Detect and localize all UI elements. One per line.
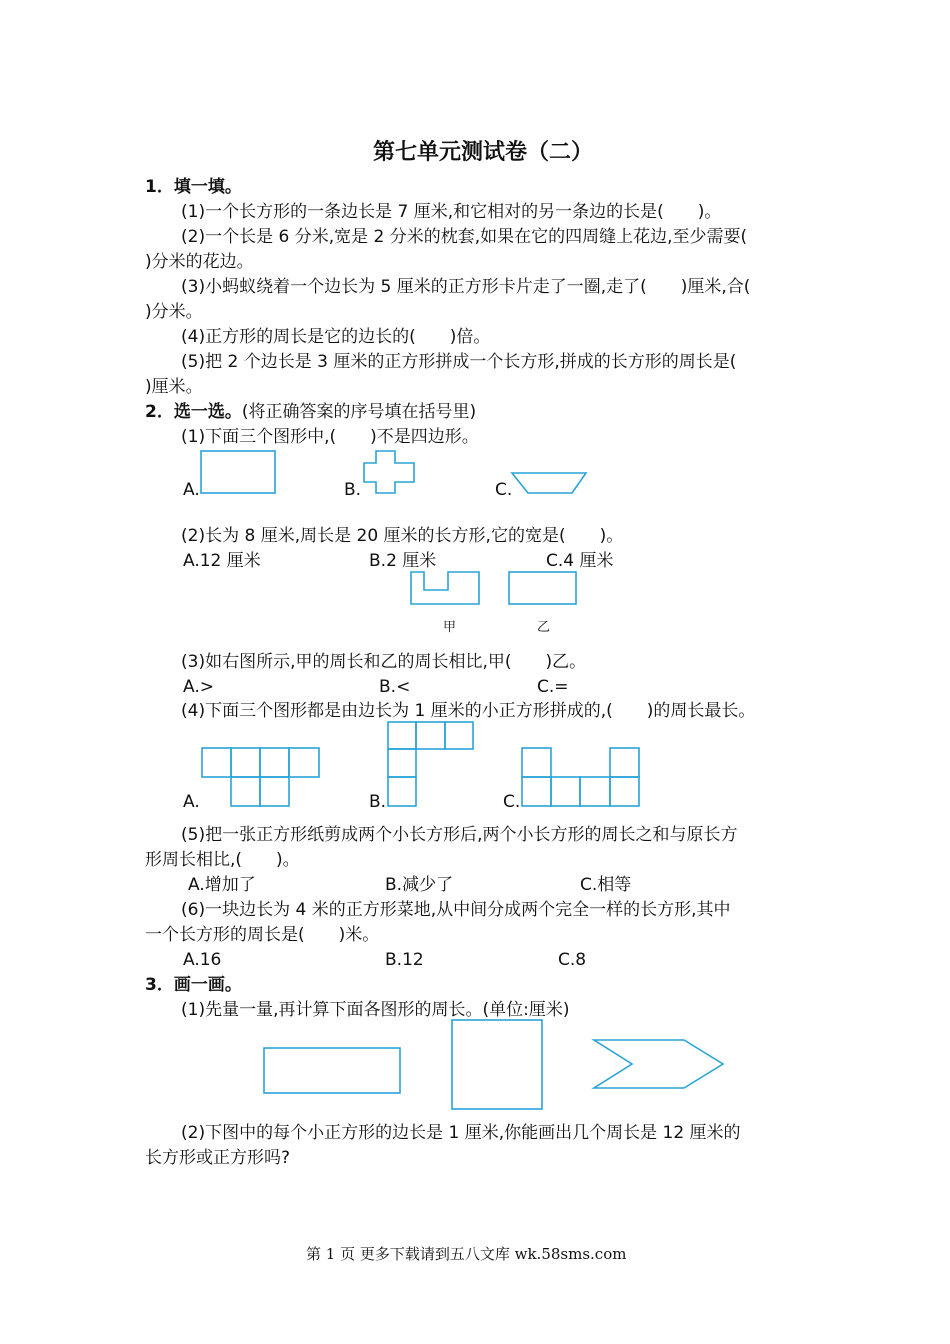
s2-q5-line1: (5)把一张正方形纸剪成两个小长方形后,两个小长方形的周长之和与原长方 [181,825,738,845]
s1-q2-line2: )分米的花边。 [145,252,254,272]
s1-q2-line1: (2)一个长是 6 分米,宽是 2 分米的枕套,如果在它的四周缝上花边,至少需要( [181,227,748,247]
s2-q6-option-c: C.8 [558,950,587,970]
s2-q4-option-c: C. [503,792,521,812]
section-3-heading: 3．画一画。 [145,975,242,995]
s2-q2-option-b: B.2 厘米 [369,551,437,571]
s2-q6-line2: 一个长方形的周长是( )米。 [145,925,380,945]
measure-arrow-shape [594,1040,723,1088]
s2-q6-option-a: A.16 [183,950,222,970]
s2-q3-option-c: C.= [537,677,569,697]
s2-q4-option-a: A. [183,792,200,812]
s2-q3-option-a: A.> [183,677,214,697]
s2-q1-option-a: A. [183,480,200,500]
s2-q1-option-c: C. [495,480,513,500]
s3-q2-line2: 长方形或正方形吗? [145,1148,291,1168]
s1-q1: (1)一个长方形的一条边长是 7 厘米,和它相对的另一条边的长是( )。 [181,202,722,222]
s1-q5-line2: )厘米。 [145,377,203,397]
s1-q4: (4)正方形的周长是它的边长的( )倍。 [181,327,491,347]
s2-q5-option-a: A.增加了 [188,875,256,895]
page-title: 第七单元测试卷（二） [373,139,594,165]
s2-q2-option-c: C.4 厘米 [546,551,614,571]
section-1-heading: 1．填一填。 [145,177,242,197]
s2-q2-option-a: A.12 厘米 [183,551,261,571]
s2-q5-option-c: C.相等 [580,875,632,895]
s2-q5-line2: 形周长相比,( )。 [145,850,300,870]
s1-q3-line1: (3)小蚂蚁绕着一个边长为 5 厘米的正方形卡片走了一圈,走了( )厘米,合( [181,277,751,297]
s3-q2-line1: (2)下图中的每个小正方形的边长是 1 厘米,你能画出几个周长是 12 厘米的 [181,1123,741,1143]
figure-label-jia: 甲 [443,620,457,635]
measure-square [452,1020,542,1109]
section-2-note: (将正确答案的序号填在括号里) [241,402,477,422]
s2-q1: (1)下面三个图形中,( )不是四边形。 [181,427,479,447]
s2-q3-option-b: B.< [379,677,411,697]
s3-q1: (1)先量一量,再计算下面各图形的周长。(单位:厘米) [181,1000,570,1020]
s1-q3-line2: )分米。 [145,302,203,322]
s2-q1-option-b: B. [344,480,362,500]
s2-q6-line1: (6)一块边长为 4 米的正方形菜地,从中间分成两个完全一样的长方形,其中 [181,900,731,920]
measure-rectangle [264,1048,400,1093]
s2-q5-option-b: B.减少了 [385,875,454,895]
figure-label-yi: 乙 [537,620,551,635]
s2-q4: (4)下面三个图形都是由边长为 1 厘米的小正方形拼成的,( )的周长最长。 [181,701,756,721]
s2-q3: (3)如右图所示,甲的周长和乙的周长相比,甲( )乙。 [181,652,587,672]
s1-q5-line1: (5)把 2 个边长是 3 厘米的正方形拼成一个长方形,拼成的长方形的周长是( [181,352,737,372]
s2-q4-option-b: B. [369,792,387,812]
s2-q2: (2)长为 8 厘米,周长是 20 厘米的长方形,它的宽是( )。 [181,526,624,546]
section-2-heading: 2．选一选。 [145,402,242,422]
page-footer: 第 1 页 更多下载请到五八文库 wk.58sms.com [306,1245,627,1263]
s2-q6-option-b: B.12 [385,950,424,970]
